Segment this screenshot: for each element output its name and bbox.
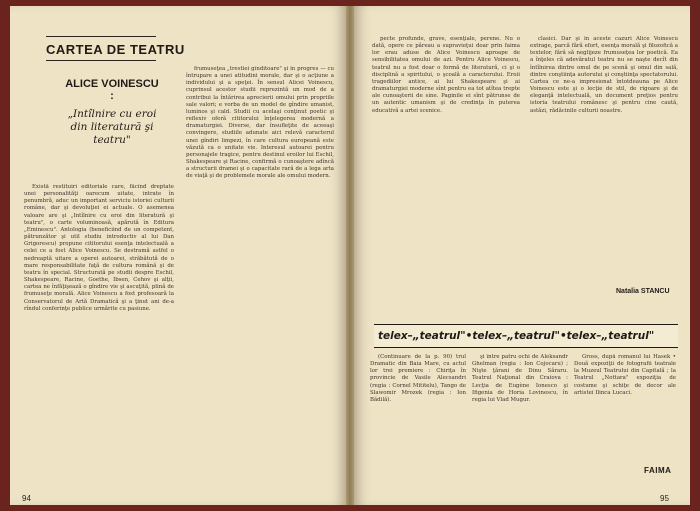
section-rubric — [46, 36, 185, 61]
left-column-2-text: frumuseţea „trestiei gînditoare" şi în progres — cu întrupare a unei atitudini morale, dar şi o acţiune a individului şi a speţei. În sensul Alicei Voinescu, cuprinsul acestor studii reprezintă un mod de a contribui la întărirea aprecierii omului prin propriile sale valori; e vorba de un model de gîndire umanist, luminos şi cald. Studii cu acelaşi conţinut poetic şi reflexiv oferă cititorului înţelegerea modernă a dramaturgiei. Diverse, dar însufleţite de aceeaşi convingere, studiile adunate aici relevă caracterul unei gîndiri limpezi, în care cultura europeană este văzută ca o unitate vie. Interesul autoarei pentru personajele tragice, pentru destinul eroilor lui Eschil, Shakespeare şi Racine, confirmă o cunoaştere adîncă a structurii dramei şi o capacitate rară de a lega arta de viaţă şi de problemele morale ale omului modern. — [186, 66, 334, 180]
telex-column-2-text: şi între patru ochi de Aleksandr Ghelman (regia : Ion Cojocaru) ; Nişte ţărani de Dinu Săraru. Teatrul Naţional din Craiova : Lecţia de Eugène Ionesco şi Ifigenia de Horia Lovinescu, în regia lui Vlad Mugur. — [472, 354, 568, 403]
page-number-left: 94 — [22, 494, 31, 503]
page-number-right: 95 — [660, 494, 669, 503]
telex-column-2 — [472, 354, 568, 484]
faima-signature: FAIMA — [644, 466, 672, 475]
telex-banner — [374, 324, 678, 348]
telex-column-1 — [370, 354, 466, 484]
left-page — [10, 6, 346, 505]
right-column-2-text: clasici. Dar şi în aceste cazuri Alice Voinescu extrage, parcă fără efort, esenţa morală şi filozofică a textelor, fără să neglijeze frumuseţea lor poetică. Ea a înţeles că adevăratul teatru nu se naşte decît din întîlnirea dintre omul de pe scenă şi omul din sală, dintre conştiinţa autorului şi conştiinţa spectatorului. Cartea ce ne-a impresionat întotdeauna pe Alice Voinescu este şi o lecţie de stil, de rigoare şi de eleganţă intelectuală, un document preţios pentru istoria teatrului românesc şi pentru cine caută, astăzi, rădăcinile culturii noastre. — [530, 36, 678, 114]
article-title: „Intîlnire cu eroi din literatură şi teatru" — [67, 108, 157, 146]
right-column-1-text: pecte profunde, grave, esenţiale, perene. Nu o dată, opere ce păreau a supravieţui doar prin faima lor erau aduse de Alice Voinescu aproape de sensibilitatea omului de azi. Pentru Alice Voinescu, teatrul nu a fost doar o formă de literatură, ci şi o disciplină a spiritului, o şcoală a caracterului. Eroii tragediilor antice, ai lui Shakespeare şi ai dramaturgiei moderne sînt pentru ea tot atîtea trepte ale cunoaşterii de sine. Paginile ei sînt pătrunse de un autentic umanism şi de credinţa în puterea educativă a artei scenice. — [372, 36, 520, 114]
right-page — [354, 6, 690, 505]
telex-column-1-text: (Continuare de la p. 90) trul Dramatic din Baia Mare, cu actul lor trei premiere : Chiriţa în provincie de Vasile Alecsandri (regia : Cornel Mititelu), Tango de Slawomir Mrozek (regia : Ion Bădilă). — [370, 354, 466, 403]
telex-column-3 — [574, 354, 676, 458]
left-column-1-text: Există restituiri editoriale care, făcînd dreptate unei personalităţi oarecum uitate, intrate în penumbră, aduc un important serviciu istoriei culturii române, dar şi devoluţiei ei actuale. O asemenea valoare are şi „Intîlnire cu eroi din literatură şi teatru", o carte voluminoasă, apărută în Editura „Eminescu". Antologia (beneficiind de un competent, pătrunzător şi util studiu introductiv al lui Dan Grigorescu) propune cititorului esenţa intelectuală a celei ce a fost Alice Voinescu. Se destramă astfel o nedreaptă uitare a operei autoarei, străbătută de o mare responsabilitate faţă de cultura română şi de teatru în special. Structurată pe studii despre Eschil, Shakespeare, Racine, Goethe, Ibsen, Cehov şi alţii, cartea ne înfăţişează o gîndire vie şi ascuţită, plină de frumuseţe morală. Alice Voinescu a fost profesoară la Conservatorul de Artă Dramatică şi a ţinut ani de-a rîndul conferinţe publice urmărite cu pasiune. — [24, 184, 174, 312]
right-page-column-2 — [530, 36, 678, 284]
left-page-column-2 — [186, 66, 334, 486]
telex-column-3-text: Gross, după romanul lui Hasek • Două expoziţii de fotografii teatrale la Muzeul Teatrului din Capitală ; la Teatrul „Nottara" expoziţia de costume şi schiţe de decor ale artistei Ilinca Lucaci. — [574, 354, 676, 396]
telex-banner-text: telex–„teatrul"•telex–„teatrul"•telex–„teatrul" — [378, 330, 655, 342]
section-rubric-label: CARTEA DE TEATRU — [46, 42, 185, 57]
article-heading — [62, 78, 162, 147]
article-author: ALICE VOINESCU : — [65, 78, 159, 102]
left-page-column-1 — [24, 184, 174, 486]
article-signature: Natalia STANCU — [616, 288, 670, 295]
right-page-column-1 — [372, 36, 520, 308]
